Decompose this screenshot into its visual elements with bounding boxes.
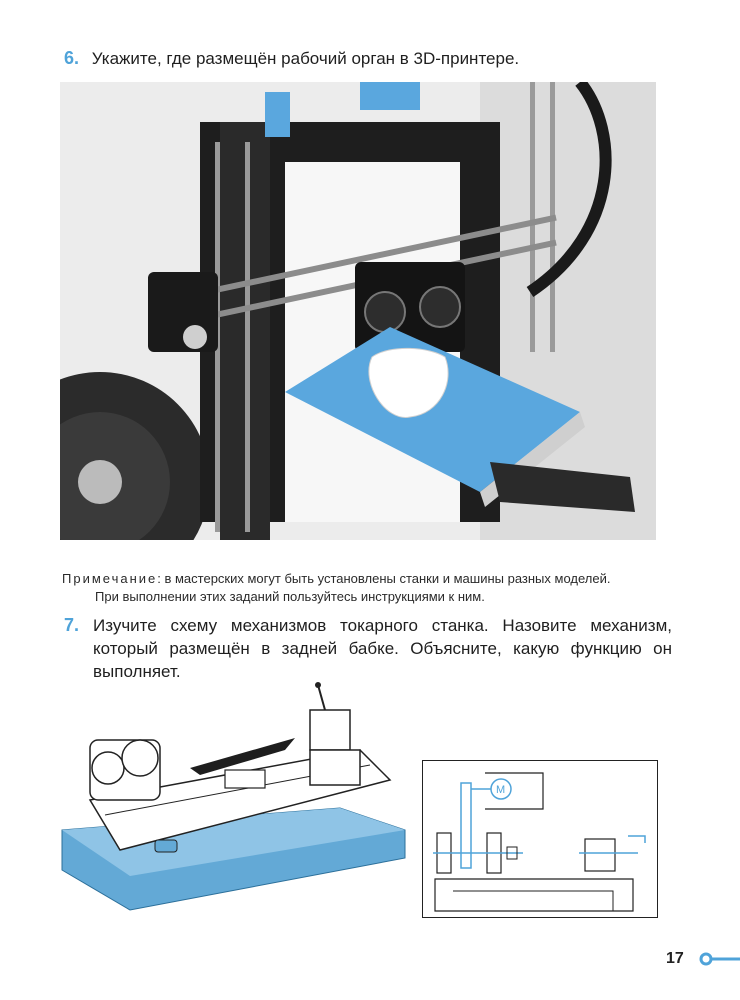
lathe-scheme: [422, 760, 658, 918]
lathe-drawing: [60, 680, 410, 920]
note: [62, 570, 662, 606]
note-line1: : в мастерских могут быть установлены станки и машины разных моделей.: [157, 571, 611, 586]
note-line2: При выполнении этих заданий пользуйтесь инструкциями к ним.: [95, 589, 485, 604]
task-6: [64, 48, 519, 69]
3d-printer-illustration: [60, 82, 656, 540]
motor-label: M: [496, 784, 506, 796]
task-7: [62, 614, 672, 683]
task-7-text: Изучите схему механизмов токарного станка. Назовите механизм, который размещён в задней бабке. Объясните, какую функцию он выполняет.: [93, 616, 672, 681]
lathe-scheme-drawing: [423, 761, 657, 917]
task-7-number: 7.: [64, 615, 80, 635]
page-number: 17: [666, 950, 684, 967]
task-6-number: 6.: [64, 48, 80, 68]
note-label: Примечание: [62, 571, 158, 586]
lathe-illustration: [60, 680, 410, 920]
page-marker-icon: [698, 951, 740, 967]
task-6-text: Укажите, где размещён рабочий орган в 3D-принтере.: [91, 49, 520, 68]
3d-printer-photo: [60, 82, 656, 540]
